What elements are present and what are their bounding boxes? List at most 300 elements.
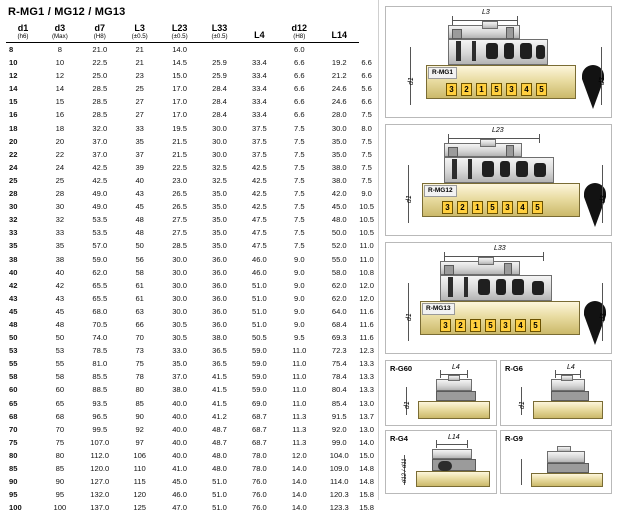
part-number: 4 [517, 201, 528, 214]
dim-label-d3: d3 [600, 195, 607, 203]
table-cell: 51.0 [200, 488, 240, 501]
table-header-row [6, 23, 374, 43]
table-cell: 26.5 [160, 200, 200, 213]
table-cell: 58.0 [319, 266, 359, 279]
row-size-label: 58 [6, 370, 40, 383]
table-cell: 25.0 [80, 69, 120, 82]
table-cell: 11.6 [359, 305, 374, 318]
table-cell: 25.9 [200, 69, 240, 82]
table-cell: 73 [120, 344, 160, 357]
row-size-label: 35 [6, 239, 40, 252]
table-cell: 14.0 [359, 436, 374, 449]
table-cell: 11.0 [279, 383, 319, 396]
table-cell: 127.0 [80, 475, 120, 488]
part-number: 5 [487, 201, 498, 214]
table-cell: 30.0 [160, 279, 200, 292]
table-cell: 59.0 [239, 370, 279, 383]
table-cell: 11.3 [279, 436, 319, 449]
table-cell: 28.5 [80, 108, 120, 121]
table-cell: 78.4 [319, 370, 359, 383]
table-cell: 59.0 [80, 253, 120, 266]
table-cell: 35.0 [200, 187, 240, 200]
table-cell: 99.0 [319, 436, 359, 449]
table-cell: 36.0 [200, 266, 240, 279]
table-cell: 76.0 [239, 475, 279, 488]
table-cell: 70 [40, 423, 80, 436]
table-cell: 8 [40, 43, 80, 57]
figure-g9 [500, 430, 612, 494]
table-cell: 47.5 [239, 213, 279, 226]
figure-g6 [500, 360, 612, 426]
row-size-label: 24 [6, 161, 40, 174]
table-cell: 40.0 [160, 397, 200, 410]
table-row [6, 187, 374, 200]
part-number: 2 [455, 319, 466, 332]
table-cell: 51.0 [239, 279, 279, 292]
table-cell: 10.5 [359, 200, 374, 213]
table-cell: 30.0 [160, 253, 200, 266]
row-size-label: 60 [6, 383, 40, 396]
table-cell: 7.5 [279, 148, 319, 161]
part-number: 1 [470, 319, 481, 332]
table-cell: 30.5 [160, 331, 200, 344]
row-size-label: 50 [6, 331, 40, 344]
table-cell: 11.6 [359, 331, 374, 344]
table-cell: 40 [40, 266, 80, 279]
table-cell: 120.0 [80, 462, 120, 475]
row-size-label: 15 [6, 95, 40, 108]
table-cell: 11.0 [279, 397, 319, 410]
table-cell: 51.0 [239, 318, 279, 331]
table-cell: 35.0 [200, 200, 240, 213]
table-cell: 30.0 [200, 122, 240, 135]
table-row [6, 174, 374, 187]
table-cell: 68.7 [239, 410, 279, 423]
table-cell: 30.0 [160, 292, 200, 305]
table-cell: 48.7 [200, 423, 240, 436]
table-cell: 42.5 [239, 200, 279, 213]
table-cell: 7.5 [359, 135, 374, 148]
table-cell: 30.0 [160, 266, 200, 279]
table-cell: 36.0 [200, 292, 240, 305]
part-number: 3 [440, 319, 451, 332]
table-row [6, 82, 374, 95]
table-cell: 92 [120, 423, 160, 436]
table-cell: 49.0 [80, 200, 120, 213]
table-cell: 11.0 [279, 370, 319, 383]
table-cell: 69.0 [239, 397, 279, 410]
row-size-label: 68 [6, 410, 40, 423]
table-cell: 36.5 [200, 344, 240, 357]
table-cell: 37.5 [239, 135, 279, 148]
table-cell: 14.0 [160, 43, 200, 57]
table-row [6, 501, 374, 514]
table-cell: 22.5 [80, 56, 120, 69]
table-cell: 125 [120, 501, 160, 514]
row-size-label: 48 [6, 318, 40, 331]
col-d1: d1 (h6) [6, 23, 40, 43]
table-cell: 22 [40, 148, 80, 161]
table-cell: 19.5 [160, 122, 200, 135]
table-cell: 6.6 [359, 69, 374, 82]
part-number: 5 [532, 201, 543, 214]
table-row [6, 397, 374, 410]
col-L23: L23 (±0.5) [160, 23, 200, 43]
dim-label-L3: L3 [482, 9, 490, 16]
figure-label-g6: R-G6 [505, 364, 523, 373]
table-cell: 61 [120, 292, 160, 305]
table-cell: 37.0 [80, 148, 120, 161]
table-cell: 47.0 [160, 501, 200, 514]
table-cell: 41.5 [200, 397, 240, 410]
table-cell: 6.6 [279, 82, 319, 95]
part-number: 2 [457, 201, 468, 214]
table-cell: 7.5 [359, 108, 374, 121]
table-cell: 30.0 [319, 122, 359, 135]
table-cell: 70.5 [80, 318, 120, 331]
table-cell: 30 [40, 200, 80, 213]
row-size-label: 30 [6, 200, 40, 213]
table-cell: 39 [120, 161, 160, 174]
row-size-label: 45 [6, 305, 40, 318]
table-cell: 60 [40, 383, 80, 396]
table-cell: 7.5 [359, 174, 374, 187]
table-cell: 17.0 [160, 82, 200, 95]
table-cell: 32 [40, 213, 80, 226]
table-cell: 11.3 [279, 423, 319, 436]
table-cell: 28 [40, 187, 80, 200]
table-cell: 38.0 [200, 331, 240, 344]
table-cell: 9.5 [279, 331, 319, 344]
table-cell: 110 [120, 462, 160, 475]
table-cell: 35.0 [200, 239, 240, 252]
table-cell: 13.3 [359, 357, 374, 370]
table-cell: 5.6 [359, 82, 374, 95]
table-cell: 106 [120, 449, 160, 462]
table-cell: 42.5 [80, 161, 120, 174]
dim-label-L23: L23 [492, 127, 504, 134]
row-size-label: 38 [6, 253, 40, 266]
table-cell: 120 [120, 488, 160, 501]
table-cell: 80.4 [319, 383, 359, 396]
table-cell: 45 [120, 200, 160, 213]
table-row [6, 239, 374, 252]
table-cell: 37.5 [239, 122, 279, 135]
table-cell: 78 [120, 370, 160, 383]
row-size-label: 33 [6, 226, 40, 239]
table-cell: 97 [120, 436, 160, 449]
table-cell: 76.0 [239, 501, 279, 514]
table-cell: 91.5 [319, 410, 359, 423]
table-cell: 30.0 [200, 148, 240, 161]
row-size-label: 65 [6, 397, 40, 410]
table-cell: 137.0 [80, 501, 120, 514]
table-row [6, 292, 374, 305]
col-L14: L14 [319, 23, 359, 43]
table-cell: 27.5 [160, 226, 200, 239]
table-cell: 41.0 [160, 462, 200, 475]
table-row [6, 423, 374, 436]
part-number: 5 [485, 319, 496, 332]
table-cell: 42 [40, 279, 80, 292]
table-cell: 48 [120, 226, 160, 239]
table-row [6, 357, 374, 370]
table-cell: 24 [40, 161, 80, 174]
table-row [6, 449, 374, 462]
table-cell: 35 [120, 135, 160, 148]
table-cell: 41.5 [200, 383, 240, 396]
part-number: 4 [515, 319, 526, 332]
table-row [6, 305, 374, 318]
table-cell: 43 [40, 292, 80, 305]
table-cell: 11.3 [279, 410, 319, 423]
dim-label-d3: d3 [600, 313, 607, 321]
table-row [6, 200, 374, 213]
table-cell: 68.7 [239, 423, 279, 436]
table-cell: 45 [40, 305, 80, 318]
table-row [6, 266, 374, 279]
table-row [6, 383, 374, 396]
table-cell: 33.4 [239, 82, 279, 95]
table-cell: 115 [120, 475, 160, 488]
table-cell: 36.0 [200, 279, 240, 292]
table-row [6, 69, 374, 82]
table-cell: 59.0 [239, 357, 279, 370]
table-cell: 40.0 [160, 423, 200, 436]
table-cell: 9.0 [279, 266, 319, 279]
table-cell: 28.5 [160, 239, 200, 252]
table-cell: 12.0 [279, 449, 319, 462]
figure-mg1 [385, 6, 612, 118]
table-cell: 33.0 [160, 344, 200, 357]
table-cell: 14.0 [279, 501, 319, 514]
figure-label-g4: R-G4 [390, 434, 408, 443]
table-cell: 32.0 [80, 122, 120, 135]
table-cell: 50 [40, 331, 80, 344]
table-cell: 65.5 [80, 279, 120, 292]
table-cell: 38 [40, 253, 80, 266]
table-row [6, 226, 374, 239]
table-cell: 6.6 [279, 108, 319, 121]
table-cell: 51.0 [239, 292, 279, 305]
row-size-label: 16 [6, 108, 40, 121]
table-cell: 81.0 [80, 357, 120, 370]
table-cell: 33.4 [239, 69, 279, 82]
table-cell: 68 [40, 410, 80, 423]
table-cell: 62.0 [319, 292, 359, 305]
table-cell: 14.8 [359, 475, 374, 488]
row-size-label: 85 [6, 462, 40, 475]
table-cell: 99.5 [80, 423, 120, 436]
table-cell: 20 [40, 135, 80, 148]
table-cell: 36.0 [200, 318, 240, 331]
table-row [6, 344, 374, 357]
table-cell: 10.5 [359, 213, 374, 226]
table-row [6, 95, 374, 108]
row-size-label: 95 [6, 488, 40, 501]
row-size-label: 28 [6, 187, 40, 200]
table-cell: 28.4 [200, 108, 240, 121]
table-cell: 10 [40, 56, 80, 69]
table-cell: 65.5 [80, 292, 120, 305]
table-cell: 7.5 [359, 148, 374, 161]
table-cell: 69.3 [319, 331, 359, 344]
table-cell: 107.0 [80, 436, 120, 449]
table-cell: 88.5 [80, 383, 120, 396]
table-cell: 12.0 [359, 279, 374, 292]
table-cell: 30.5 [160, 318, 200, 331]
table-cell: 32.5 [200, 161, 240, 174]
table-cell: 21 [120, 43, 160, 57]
table-body [6, 43, 374, 514]
table-cell: 24.6 [319, 95, 359, 108]
table-cell: 48.0 [200, 449, 240, 462]
col-L33: L33 (±0.5) [200, 23, 240, 43]
table-cell: 21.5 [160, 135, 200, 148]
table-cell: 26.5 [160, 187, 200, 200]
table-cell [319, 43, 359, 57]
table-cell: 50.0 [319, 226, 359, 239]
row-size-label: 100 [6, 501, 40, 514]
table-cell: 16 [40, 108, 80, 121]
dim-label-d1: d1 [406, 313, 413, 321]
row-size-label: 42 [6, 279, 40, 292]
table-cell: 63 [120, 305, 160, 318]
table-cell: 9.0 [279, 292, 319, 305]
table-cell: 10.8 [359, 266, 374, 279]
table-row [6, 108, 374, 121]
row-size-label: 40 [6, 266, 40, 279]
table-cell: 62.0 [80, 266, 120, 279]
table-cell: 21.0 [80, 43, 120, 57]
table-cell: 30.0 [160, 305, 200, 318]
table-cell: 50.5 [239, 331, 279, 344]
dim-label-d1: d1 [519, 401, 526, 409]
table-cell: 38.0 [160, 383, 200, 396]
table-cell: 57.0 [80, 239, 120, 252]
table-cell: 56 [120, 253, 160, 266]
table-cell: 41.2 [200, 410, 240, 423]
col-d3: d3 (Max) [40, 23, 80, 43]
table-cell: 38.0 [319, 174, 359, 187]
table-cell: 50 [120, 239, 160, 252]
table-cell: 114.0 [319, 475, 359, 488]
table-cell: 32.5 [200, 174, 240, 187]
table-cell: 7.5 [279, 174, 319, 187]
table-cell: 25 [40, 174, 80, 187]
table-cell: 7.5 [359, 161, 374, 174]
table-cell: 7.5 [279, 200, 319, 213]
table-cell: 51.0 [239, 305, 279, 318]
table-cell: 48.0 [319, 213, 359, 226]
table-cell: 7.5 [279, 122, 319, 135]
table-row [6, 148, 374, 161]
row-size-label: 43 [6, 292, 40, 305]
table-cell: 21.2 [319, 69, 359, 82]
table-cell: 42.5 [239, 161, 279, 174]
table-cell: 6.6 [279, 56, 319, 69]
table-cell: 36.0 [200, 253, 240, 266]
table-row [6, 318, 374, 331]
table-cell: 36.0 [200, 305, 240, 318]
table-cell: 7.5 [279, 161, 319, 174]
table-cell: 52.0 [319, 239, 359, 252]
table-cell: 48 [40, 318, 80, 331]
row-size-label: 12 [6, 69, 40, 82]
table-cell: 80 [40, 449, 80, 462]
table-cell: 15.8 [359, 501, 374, 514]
table-cell: 48 [120, 213, 160, 226]
table-cell: 11.0 [359, 253, 374, 266]
table-cell: 37.5 [239, 148, 279, 161]
table-cell: 96.5 [80, 410, 120, 423]
table-cell: 74.0 [80, 331, 120, 344]
table-cell: 24.6 [319, 82, 359, 95]
col-L3: L3 (±0.5) [120, 23, 160, 43]
table-cell: 37.0 [80, 135, 120, 148]
table-cell: 42.5 [239, 174, 279, 187]
table-cell: 53.5 [80, 226, 120, 239]
table-cell: 46.0 [239, 266, 279, 279]
table-cell: 80 [120, 383, 160, 396]
table-cell: 100 [40, 501, 80, 514]
row-size-label: 53 [6, 344, 40, 357]
table-cell: 27.5 [160, 213, 200, 226]
figure-mg13 [385, 242, 612, 354]
table-cell: 120.3 [319, 488, 359, 501]
part-number: 4 [521, 83, 532, 96]
table-row [6, 436, 374, 449]
row-size-label: 18 [6, 122, 40, 135]
table-cell: 123.3 [319, 501, 359, 514]
table-cell: 85.5 [80, 370, 120, 383]
table-cell: 61 [120, 279, 160, 292]
table-cell: 21 [120, 56, 160, 69]
table-cell: 14.5 [160, 56, 200, 69]
table-cell: 33.4 [239, 108, 279, 121]
row-size-label: 75 [6, 436, 40, 449]
table-cell: 7.5 [279, 135, 319, 148]
table-cell: 35.0 [319, 135, 359, 148]
table-row [6, 253, 374, 266]
table-cell: 75 [40, 436, 80, 449]
table-cell: 6.6 [359, 95, 374, 108]
table-cell: 85 [120, 397, 160, 410]
col-d12: d12 (H8) [279, 23, 319, 43]
dim-label-L4: L4 [567, 364, 575, 371]
part-number: 1 [476, 83, 487, 96]
table-cell: 75 [120, 357, 160, 370]
table-cell: 7.5 [279, 187, 319, 200]
table-cell: 12.0 [359, 292, 374, 305]
table-row [6, 56, 374, 69]
table-cell: 37.0 [160, 370, 200, 383]
dim-label-L4: L4 [452, 364, 460, 371]
table-cell: 43 [120, 187, 160, 200]
table-cell: 47.5 [239, 226, 279, 239]
table-cell: 21.5 [160, 148, 200, 161]
table-row [6, 213, 374, 226]
table-cell: 75.4 [319, 357, 359, 370]
part-number: 2 [461, 83, 472, 96]
table-cell: 64.0 [319, 305, 359, 318]
table-cell: 14.0 [279, 488, 319, 501]
table-cell: 7.5 [279, 239, 319, 252]
table-cell: 58 [40, 370, 80, 383]
table-cell: 92.0 [319, 423, 359, 436]
table-cell: 55.0 [319, 253, 359, 266]
table-cell: 104.0 [319, 449, 359, 462]
